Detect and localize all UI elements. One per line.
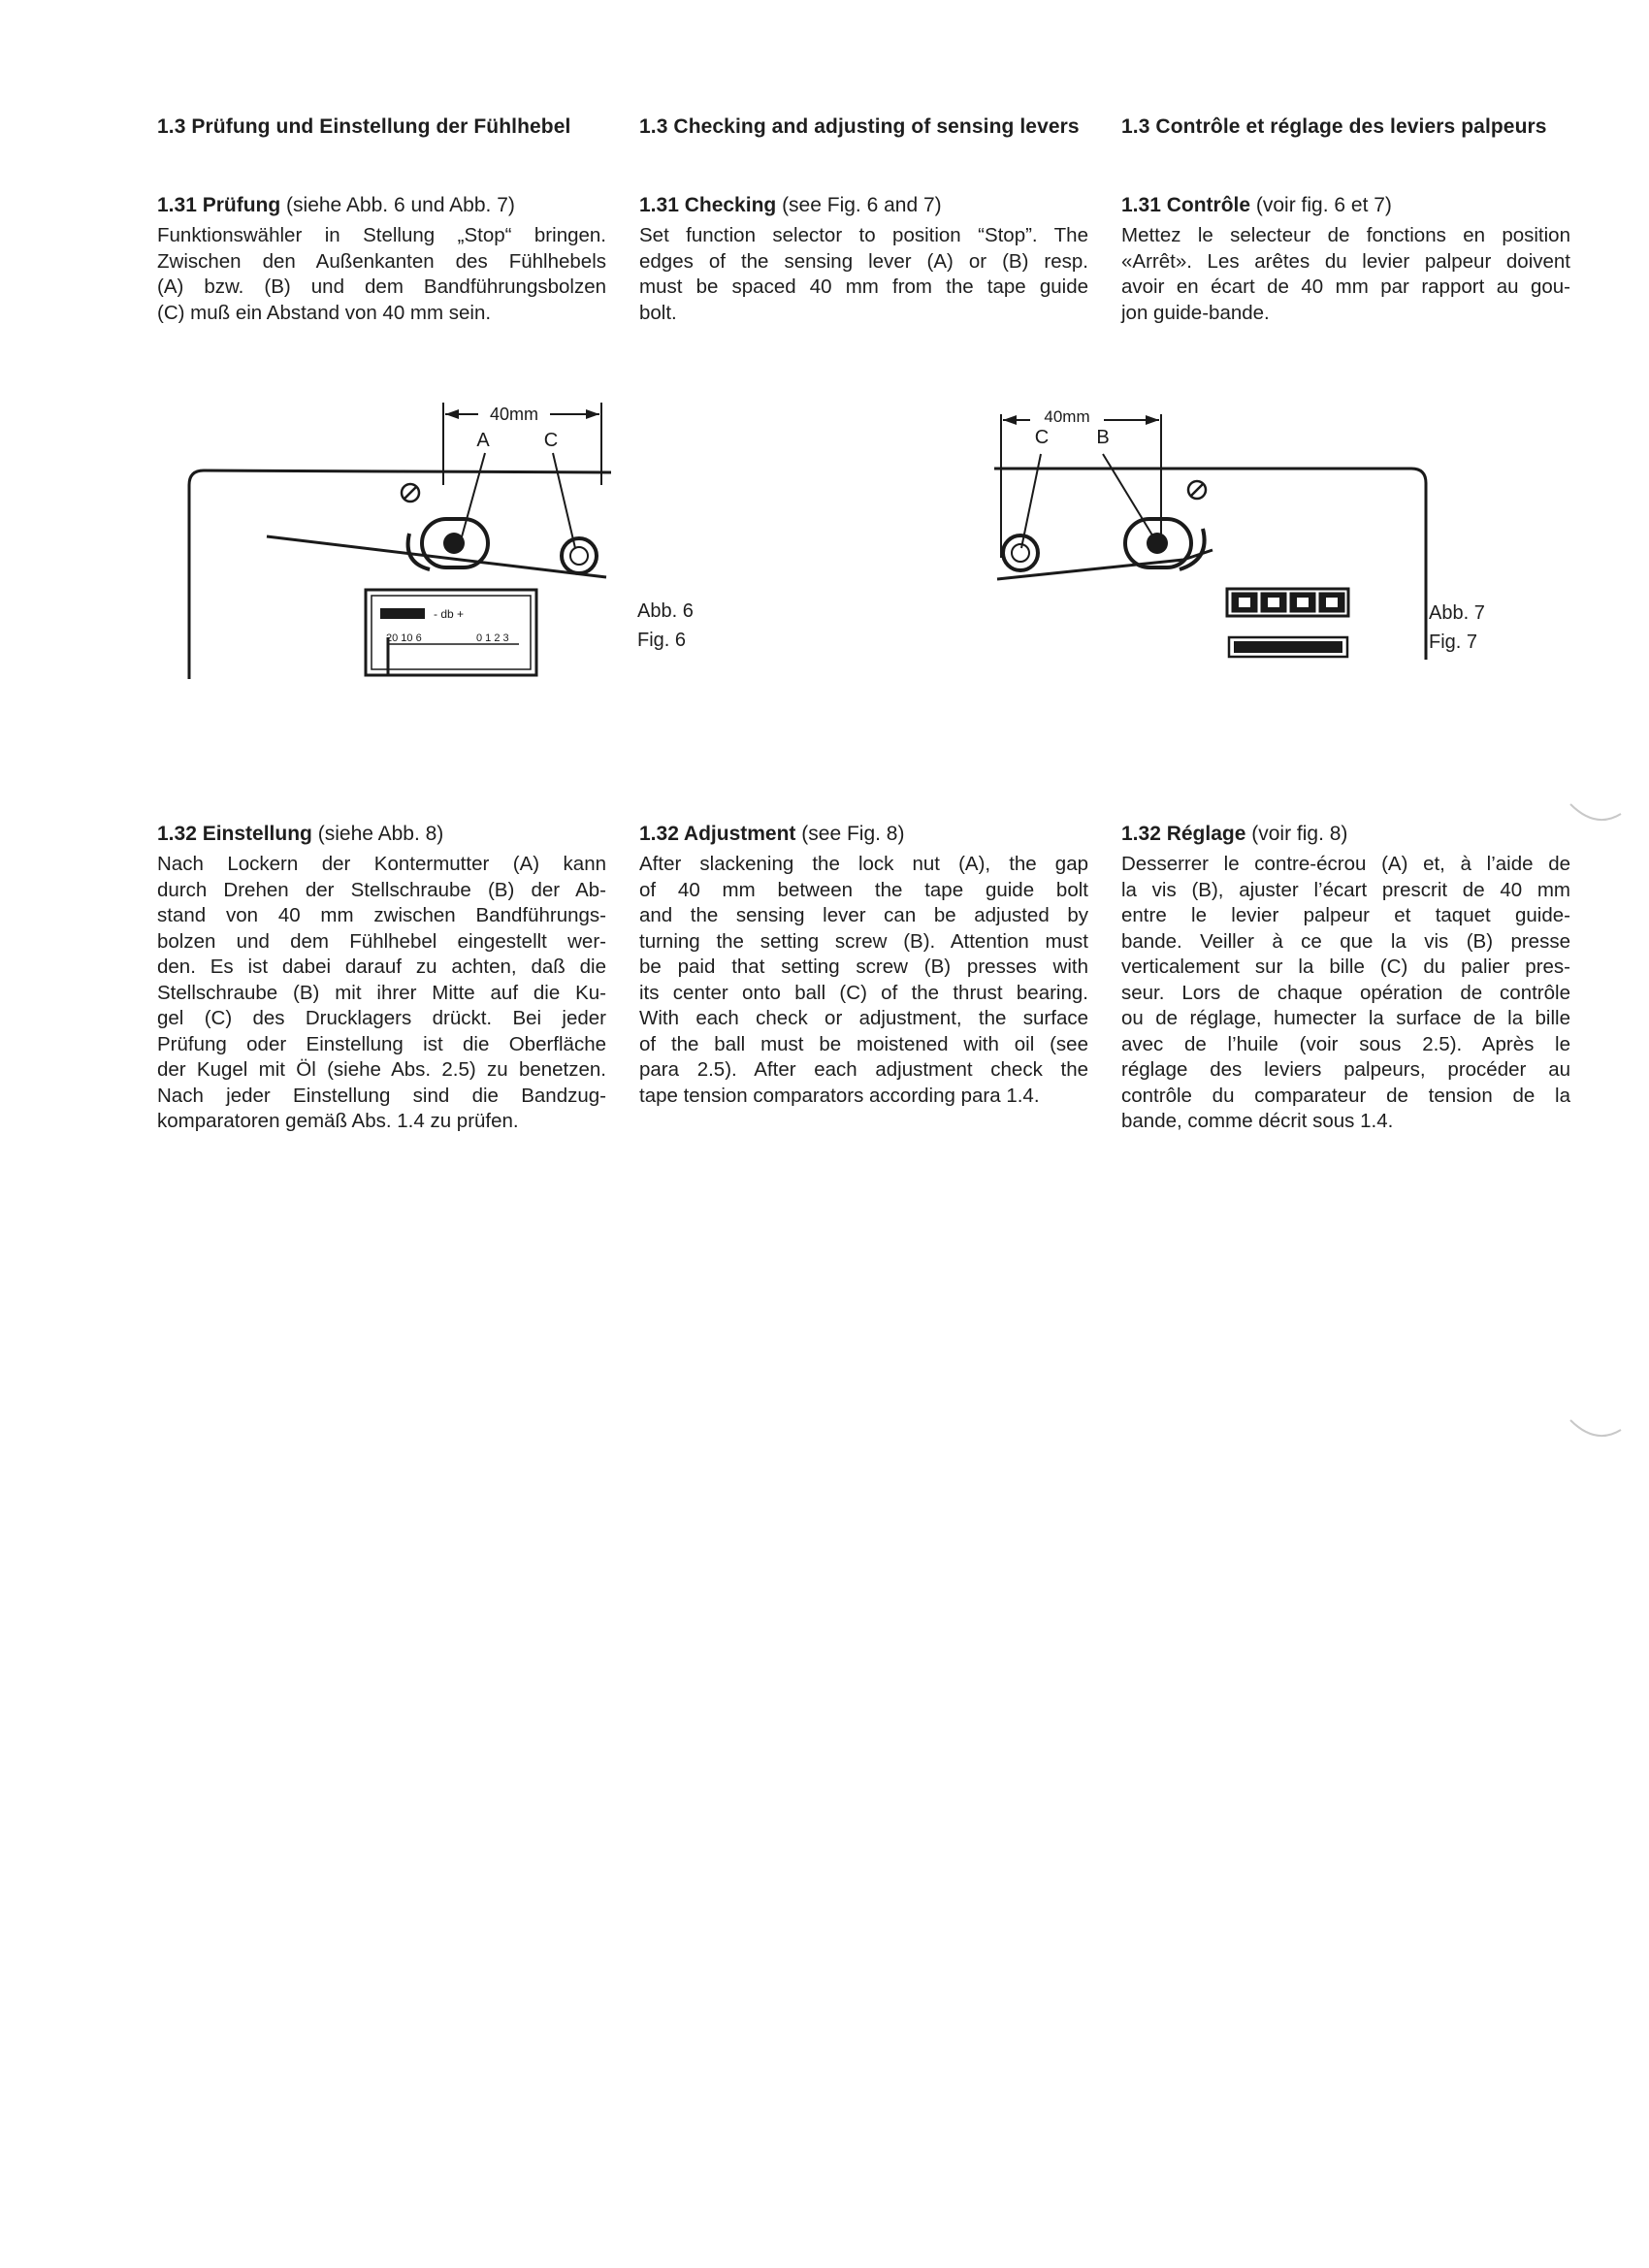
fig6-meter-db: - db + — [434, 607, 465, 621]
fig7-label-de: Abb. 7 — [1429, 602, 1485, 624]
text-line: entre le levier palpeur et taquet guide- — [1121, 904, 1570, 926]
heading-de: 1.3 Prüfung und Einstellung der Fühlhebel — [157, 115, 571, 138]
fig6-housing-outline — [189, 470, 611, 679]
text-line: be paid that setting screw (B) presses with — [639, 956, 1088, 978]
text-line: den. Es ist dabei darauf zu achten, daß die — [157, 956, 606, 978]
adjustment-fr-ref: (voir fig. 8) — [1245, 823, 1348, 845]
text-line: its center onto ball (C) of the thrust bearing. — [639, 981, 1088, 1004]
text-line: edges of the sensing lever (A) or (B) resp. — [639, 249, 1088, 273]
text-line: der Kugel mit Öl (siehe Abs. 2.5) zu benetzen. — [157, 1058, 606, 1081]
text-line: Set function selector to position “Stop”. The — [639, 224, 1088, 246]
text-line: turning the setting screw (B). Attention must — [639, 929, 1088, 953]
text-line: bande, comme décrit sous 1.4. — [1121, 1110, 1394, 1132]
adjustment-fr-text — [1121, 852, 1570, 1135]
fig6-meter-scale-left: 20 10 6 — [386, 632, 422, 644]
adjustment-en-ref: (see Fig. 8) — [795, 823, 905, 845]
checking-fr-text — [1121, 223, 1570, 326]
fig6-label-en: Fig. 6 — [637, 630, 687, 651]
text-line: (C) muß ein Abstand von 40 mm sein. — [157, 301, 492, 324]
text-line: Stellschraube (B) mit ihrer Mitte auf die Ku- — [157, 981, 606, 1004]
text-line: After slackening the lock nut (A), the gap — [639, 853, 1088, 875]
heading-en: 1.3 Checking and adjusting of sensing levers — [639, 115, 1080, 138]
text-line: stand von 40 mm zwischen Bandführungs- — [157, 904, 606, 926]
figure-7-diagram — [989, 393, 1436, 684]
text-line: bande. Veiller à ce que la vis (B) presse — [1121, 929, 1570, 953]
punch-hole-mark-upper — [1567, 800, 1625, 839]
checking-en-ref: (see Fig. 6 and 7) — [776, 194, 942, 216]
adjustment-de-title: 1.32 Einstellung — [157, 823, 312, 845]
fig7-dimension-label: 40mm — [1044, 407, 1090, 426]
fig7-guide-bolt-c — [1003, 535, 1038, 570]
fig7-label — [1429, 599, 1485, 657]
checking-de-title: 1.31 Prüfung — [157, 194, 281, 216]
fig6-label — [637, 597, 694, 655]
adjustment-de-text — [157, 852, 606, 1135]
text-line: jon guide-bande. — [1121, 301, 1270, 324]
text-line: gel (C) des Drucklagers drückt. Bei jeder — [157, 1007, 606, 1029]
text-line: of 40 mm between the tape guide bolt — [639, 878, 1088, 901]
fig6-dimension-label: 40mm — [489, 405, 539, 424]
text-line: Prüfung oder Einstellung ist die Oberfläche — [157, 1032, 606, 1055]
checking-fr-title: 1.31 Contrôle — [1121, 194, 1251, 216]
adjustment-en-text — [639, 852, 1088, 1109]
checking-fr — [1121, 194, 1570, 326]
text-line: Nach Lockern der Kontermutter (A) kann — [157, 853, 606, 875]
fig7-counter-display — [1227, 589, 1348, 616]
adjustment-de — [157, 823, 606, 1135]
fig7-letter-c: C — [1034, 427, 1050, 448]
fig6-meter-scale-right: 0 1 2 3 — [476, 632, 509, 644]
text-line: seur. Lors de chaque opération de contrôle — [1121, 981, 1570, 1004]
checking-de — [157, 194, 606, 326]
fig7-housing-outline — [994, 469, 1426, 660]
checking-fr-ref: (voir fig. 6 et 7) — [1250, 194, 1392, 216]
text-line: and the sensing lever can be adjusted by — [639, 904, 1088, 926]
checking-en — [639, 194, 1088, 326]
text-line: Funktionswähler in Stellung „Stop“ bringen. — [157, 224, 606, 246]
fig6-label-de: Abb. 6 — [637, 600, 694, 622]
fig6-letter-a: A — [476, 430, 490, 451]
text-line: Zwischen den Außenkanten des Fühlhebels — [157, 249, 606, 273]
checking-de-text — [157, 223, 606, 326]
fig7-label-en: Fig. 7 — [1429, 632, 1478, 653]
fig6-tape-line — [267, 536, 606, 577]
adjustment-de-ref: (siehe Abb. 8) — [311, 823, 444, 845]
checking-en-text — [639, 223, 1088, 326]
text-line: of the ball must be moistened with oil (see — [639, 1032, 1088, 1055]
figure-6-diagram — [179, 393, 626, 684]
text-line: contrôle du comparateur de tension de la — [1121, 1084, 1570, 1107]
fig6-letter-c: C — [543, 430, 559, 451]
text-line: avoir en écart de 40 mm par rapport au gou- — [1121, 275, 1570, 298]
text-line: durch Drehen der Stellschraube (B) der Ab- — [157, 878, 606, 901]
adjustment-en-title: 1.32 Adjustment — [639, 823, 796, 845]
text-line: With each check or adjustment, the surface — [639, 1007, 1088, 1029]
text-line: (A) bzw. (B) und dem Bandführungsbolzen — [157, 275, 606, 298]
text-line: «Arrêt». Les arêtes du levier palpeur doivent — [1121, 249, 1570, 273]
text-line: ou de réglage, humecter la surface de la bille — [1121, 1007, 1570, 1029]
heading-fr: 1.3 Contrôle et réglage des leviers palpeurs — [1121, 115, 1547, 138]
text-line: tape tension comparators according para 1.4. — [639, 1084, 1040, 1107]
text-line: verticalement sur la bille (C) du palier pres- — [1121, 956, 1570, 978]
adjustment-fr-title: 1.32 Réglage — [1121, 823, 1246, 845]
text-line: bolzen und dem Fühlhebel eingestellt wer- — [157, 929, 606, 953]
checking-en-title: 1.31 Checking — [639, 194, 777, 216]
text-line: Desserrer le contre-écrou (A) et, à l’aide de — [1121, 853, 1570, 875]
text-line: Mettez le selecteur de fonctions en position — [1121, 224, 1570, 246]
text-line: la vis (B), ajuster l’écart prescrit de 40 mm — [1121, 878, 1570, 901]
text-line: para 2.5). After each adjustment check the — [639, 1058, 1088, 1081]
adjustment-en — [639, 823, 1088, 1109]
text-line: Nach jeder Einstellung sind die Bandzug- — [157, 1084, 606, 1107]
fig6-guide-bolt-c — [562, 538, 597, 573]
punch-hole-mark-lower — [1567, 1416, 1625, 1455]
text-line: komparatoren gemäß Abs. 1.4 zu prüfen. — [157, 1110, 519, 1132]
text-line: avec de l’huile (voir sous 2.5). Après le — [1121, 1032, 1570, 1055]
text-line: bolt. — [639, 301, 677, 324]
adjustment-fr — [1121, 823, 1570, 1135]
fig7-letter-b: B — [1096, 427, 1110, 448]
text-line: réglage des leviers palpeurs, procéder au — [1121, 1058, 1570, 1081]
checking-de-ref: (siehe Abb. 6 und Abb. 7) — [280, 194, 515, 216]
text-line: must be spaced 40 mm from the tape guide — [639, 275, 1088, 298]
